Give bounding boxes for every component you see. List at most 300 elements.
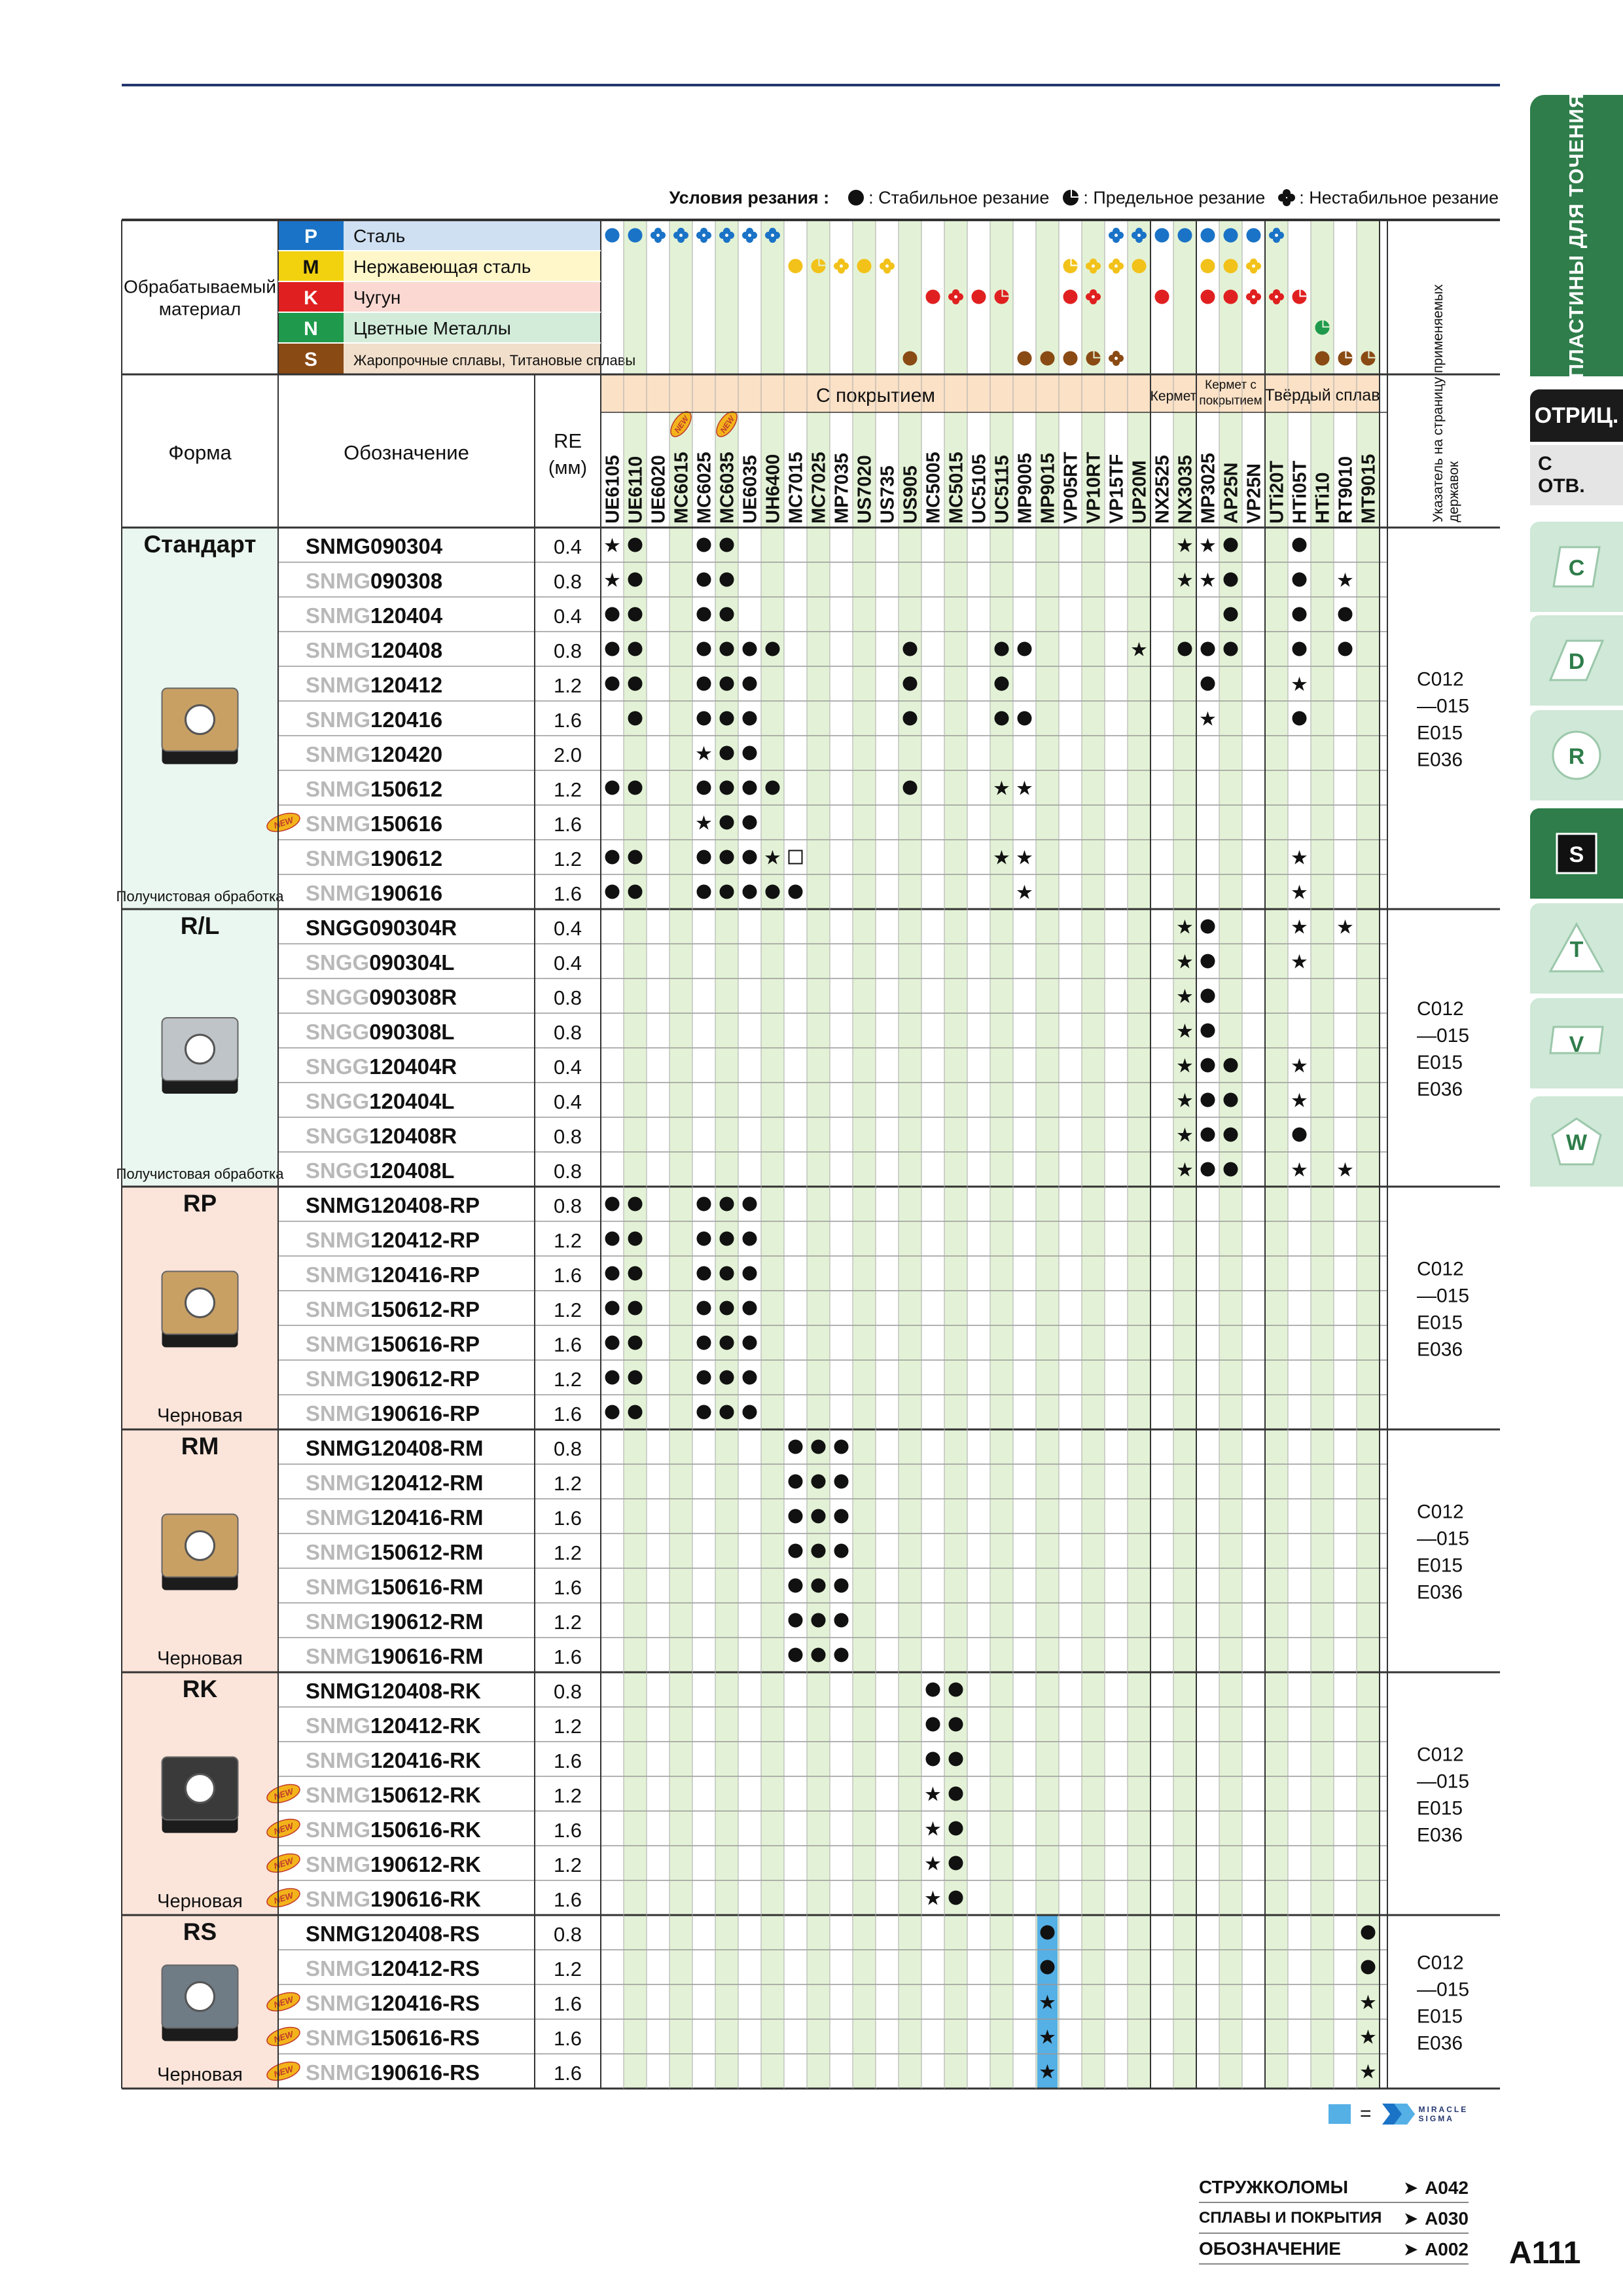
side-title: ПЛАСТИНЫ ДЛЯ ТОЧЕНИЯ: [1530, 95, 1623, 376]
recommended-grade-mark: [628, 1405, 643, 1420]
designation-prefix: SNMG: [306, 708, 370, 732]
recommended-grade-mark: [720, 1266, 734, 1281]
holder-ref: —015: [1417, 1025, 1470, 1047]
secondary-grade-mark: ★: [1199, 708, 1217, 731]
designation-code: 090308L: [369, 1020, 455, 1044]
recommended-grade-mark: [720, 642, 734, 656]
unstable-mark-center: [1115, 234, 1118, 237]
recommended-grade-mark: [605, 1301, 620, 1316]
recommended-grade-mark: [789, 885, 803, 899]
hollow-square-mark: [789, 851, 802, 864]
unstable-mark-center: [1115, 357, 1118, 360]
recommended-grade-mark: [605, 850, 620, 865]
limit-mark: [1063, 259, 1078, 274]
recommended-grade-mark: [697, 850, 711, 865]
section-subtitle: Черновая: [157, 1405, 243, 1426]
limit-mark: [1293, 290, 1307, 304]
designation-code: 120416-RK: [370, 1748, 481, 1772]
recommended-grade-mark: [834, 1475, 849, 1489]
recommended-grade-mark: [743, 816, 757, 830]
unstable-mark: [1246, 259, 1261, 274]
legend-title: Условия резания :: [669, 187, 830, 207]
designation-code: 190616-RK: [370, 1887, 481, 1911]
footer-link-ref: [1403, 2208, 1469, 2229]
limit-mark: [1361, 351, 1376, 366]
insert-image: [162, 1965, 238, 2041]
designation-code: 120408-RM: [370, 1436, 484, 1460]
recommended-grade-mark: [697, 642, 711, 656]
designation-SNMG120404: [306, 603, 443, 628]
coated-cermet-header-2: покрытием: [1199, 394, 1262, 408]
recommended-grade-mark: [812, 1579, 826, 1593]
designation-SNMG120416: [306, 708, 442, 732]
side-tab-v[interactable]: [1530, 998, 1623, 1088]
holder-ref: C012: [1417, 1258, 1464, 1280]
limit-mark: [1086, 351, 1101, 366]
recommended-grade-mark: [720, 538, 734, 552]
designation-SNGG120404R: [306, 1054, 457, 1079]
recommended-grade-mark: [743, 885, 757, 899]
re-value: 1.6: [553, 1507, 582, 1530]
recommended-grade-mark: [834, 1544, 849, 1558]
unstable-mark: [1109, 228, 1124, 243]
grade-NX3035: NX3035: [1175, 455, 1196, 524]
designation-SNMG120420: [306, 742, 442, 766]
re-value: 1.2: [553, 674, 582, 697]
section-name-RP: RP: [183, 1190, 217, 1217]
designation-SNGG120404L: [306, 1089, 454, 1113]
designation-prefix: SNMG: [306, 1193, 370, 1217]
section-subtitle: Черновая: [157, 1891, 243, 1912]
section-subtitle: Получистовая обработка: [116, 888, 284, 905]
footer-link-label: ОБОЗНАЧЕНИЕ: [1199, 2238, 1341, 2259]
recommended-grade-mark: [1201, 1024, 1215, 1038]
grade-US7020: US7020: [854, 455, 876, 524]
insert-shape-d-icon: [1547, 631, 1606, 690]
holder-ref: E036: [1417, 1581, 1463, 1604]
recommended-grade-mark: [628, 677, 643, 691]
designation-code: 150616: [370, 812, 443, 836]
unstable-mark-center: [885, 264, 889, 268]
side-tab-r[interactable]: [1530, 710, 1623, 800]
limit-mark: [1315, 321, 1330, 335]
designation-prefix: SNMG: [306, 1818, 370, 1842]
recommended-grade-mark: [605, 1336, 620, 1350]
secondary-grade-mark: ★: [1199, 534, 1217, 558]
designation-prefix: SNMG: [306, 1297, 370, 1321]
recommended-grade-mark: [766, 885, 780, 899]
stable-mark: [1063, 351, 1078, 366]
designation-prefix: SNGG: [306, 1020, 370, 1044]
recommended-grade-mark: [697, 1197, 711, 1211]
re-value: 1.6: [553, 1333, 582, 1356]
designation-SNGG090304R: [306, 916, 457, 940]
recommended-grade-mark: [1201, 677, 1215, 691]
grade-MP3025: MP3025: [1198, 452, 1219, 524]
designation-SNMG190612: [306, 846, 442, 870]
secondary-grade-mark: ★: [695, 812, 713, 835]
secondary-grade-mark: ★: [1039, 1991, 1056, 2015]
recommended-grade-mark: [812, 1475, 826, 1489]
stable-mark: [628, 228, 643, 243]
recommended-grade-mark: [605, 677, 620, 691]
re-value: 1.6: [553, 2027, 582, 2050]
designation-SNMG150616-RP: [306, 1332, 480, 1356]
stable-mark: [1247, 228, 1261, 243]
recommended-grade-mark: [789, 1613, 803, 1628]
side-tab-label: ОТРИЦ.: [1534, 403, 1619, 428]
designation-code: 120412-RP: [370, 1228, 480, 1252]
unstable-mark-center: [656, 234, 660, 237]
limit-mark-tip: [1301, 290, 1307, 296]
designation-SNMG090304: [306, 534, 443, 558]
recommended-grade-mark: [1201, 642, 1215, 656]
recommended-grade-mark: [995, 642, 1009, 656]
unstable-mark: [1109, 259, 1124, 274]
designation-SNMG150616: [306, 812, 442, 836]
secondary-grade-mark: ★: [924, 1783, 942, 1806]
designation-SNGG120408L: [306, 1158, 454, 1183]
unstable-mark-center: [1092, 295, 1095, 298]
recommended-grade-mark: [697, 781, 711, 795]
material-name-K: Чугун: [353, 287, 401, 308]
re-value: 0.8: [553, 1160, 582, 1183]
coated-header: С покрытием: [815, 385, 936, 406]
designation-code: 150612-RK: [370, 1783, 481, 1807]
limit-mark-tip: [1072, 259, 1078, 265]
section-subtitle: Черновая: [157, 1648, 243, 1669]
footer-ref-text: A030: [1425, 2208, 1469, 2229]
recommended-grade-mark: [1361, 1960, 1376, 1975]
holder-ref: E015: [1417, 1052, 1463, 1073]
recommended-grade-mark: [903, 642, 918, 656]
holder-ref: —015: [1417, 1770, 1470, 1793]
designation-code: 120408L: [369, 1158, 455, 1183]
designation-code: 120412: [370, 673, 443, 697]
recommended-grade-mark: [628, 711, 643, 726]
insert-shape-letter: W: [1565, 1130, 1588, 1155]
header-holder-1: Указатель на страницу применяемых: [1431, 284, 1446, 522]
side-tab-w[interactable]: [1530, 1096, 1623, 1187]
designation-prefix: SNGG: [306, 950, 370, 975]
recommended-grade-mark: [1293, 642, 1307, 656]
secondary-grade-mark: ★: [1291, 673, 1308, 696]
recommended-grade-mark: [605, 885, 620, 899]
recommended-grade-mark: [628, 642, 643, 656]
grade-VP05RT: VP05RT: [1060, 452, 1082, 524]
footer-ref-text: A002: [1425, 2238, 1469, 2259]
designation-prefix: SNMG: [306, 1540, 370, 1564]
re-value: 1.6: [553, 882, 582, 905]
secondary-grade-mark: ★: [1176, 1020, 1194, 1043]
recommended-grade-mark: [697, 1266, 711, 1281]
recommended-grade-mark: [949, 1717, 963, 1732]
grade-US905: US905: [900, 465, 921, 524]
recommended-grade-mark: [697, 538, 711, 552]
grade-HTi10: HTi10: [1312, 472, 1334, 524]
designation-SNMG120412: [306, 673, 442, 697]
section-subtitle: Получистовая обработка: [116, 1166, 284, 1182]
new-badge-text: NEW: [272, 2029, 294, 2045]
designation-SNMG120412-RM: [306, 1471, 483, 1495]
designation-prefix: SNMG: [306, 1783, 370, 1807]
side-tab-t[interactable]: [1530, 903, 1623, 994]
re-value: 0.8: [553, 570, 582, 593]
recommended-grade-mark: [743, 1371, 757, 1385]
holder-ref: E015: [1417, 722, 1463, 744]
header-shape: Форма: [168, 441, 232, 464]
designation-prefix: SNGG: [306, 916, 370, 940]
designation-SNMG150616-RS: [306, 2026, 480, 2050]
section-name-RS: RS: [183, 1918, 217, 1945]
re-value: 0.8: [553, 639, 582, 662]
footer-link[interactable]: [1199, 2234, 1469, 2265]
material-name-N: Цветные Металлы: [353, 318, 511, 338]
recommended-grade-mark: [743, 1266, 757, 1281]
designation-code: 120416: [370, 708, 443, 732]
secondary-grade-mark: ★: [1016, 846, 1033, 870]
footer-link[interactable]: [1199, 2173, 1469, 2203]
designation-prefix: SNMG: [306, 603, 370, 628]
recommended-grade-mark: [720, 573, 734, 587]
holder-ref: E015: [1417, 2005, 1463, 2028]
holder-ref: E036: [1417, 1079, 1463, 1100]
recommended-grade-mark: [1224, 1058, 1238, 1073]
grade-MT9015: MT9015: [1358, 454, 1380, 524]
recommended-grade-mark: [720, 711, 734, 726]
new-badge-text: NEW: [718, 414, 737, 435]
secondary-grade-mark: ★: [1291, 1054, 1308, 1078]
section-name-R/L: R/L: [180, 912, 220, 939]
grade-MC5005: MC5005: [923, 452, 944, 524]
grade-UH6400: UH6400: [762, 454, 784, 524]
insert-hole: [186, 1774, 215, 1803]
designation-code: 190616: [370, 881, 443, 905]
secondary-grade-mark: ★: [1359, 1991, 1377, 2015]
designation-code: 150616-RM: [370, 1575, 484, 1599]
re-value: 1.6: [553, 1992, 582, 2015]
insert-shape-v-icon: [1547, 1014, 1606, 1073]
holder-ref: —015: [1417, 1285, 1470, 1307]
recommended-grade-mark: [789, 1544, 803, 1558]
insert-hole: [186, 1982, 215, 2011]
unstable-mark-center: [954, 295, 957, 298]
grade-UE6035: UE6035: [740, 455, 761, 524]
unstable-mark-center: [725, 234, 728, 237]
secondary-grade-mark: ★: [1176, 985, 1194, 1009]
designation-prefix: SNMG: [306, 638, 370, 662]
holder-ref: E036: [1417, 1338, 1463, 1361]
recommended-grade-mark: [1224, 642, 1238, 656]
designation-code: 190612: [370, 846, 443, 870]
recommended-grade-mark: [812, 1544, 826, 1558]
secondary-grade-mark: ★: [1176, 1089, 1194, 1113]
stable-mark: [1201, 228, 1215, 243]
recommended-grade-mark: [697, 1301, 711, 1316]
recommended-grade-mark: [605, 1197, 620, 1211]
insert-hole: [186, 1035, 215, 1064]
unstable-mark: [834, 259, 849, 274]
recommended-grade-mark: [995, 677, 1009, 691]
recommended-grade-mark: [812, 1440, 826, 1454]
recommended-grade-mark: [697, 885, 711, 899]
material-name-M: Нержавеющая сталь: [353, 257, 531, 277]
grade-AP25N: AP25N: [1221, 462, 1242, 524]
recommended-grade-mark: [743, 1301, 757, 1316]
recommended-grade-mark: [697, 1232, 711, 1246]
material-code-P: P: [304, 226, 318, 247]
recommended-grade-mark: [1201, 1162, 1215, 1177]
new-badge-text: NEW: [272, 1890, 294, 1906]
secondary-grade-mark: ★: [1336, 1158, 1354, 1182]
recommended-grade-mark: [812, 1613, 826, 1628]
re-value: 1.6: [553, 1749, 582, 1772]
designation-code: 190616-RM: [370, 1644, 484, 1668]
recommended-grade-mark: [697, 1405, 711, 1420]
designation-prefix: SNMG: [306, 1887, 370, 1911]
side-tab-label: С ОТВ.: [1538, 453, 1585, 497]
designation-prefix: SNGG: [306, 1089, 370, 1113]
unstable-mark: [651, 228, 666, 243]
recommended-grade-mark: [697, 607, 711, 622]
recommended-grade-mark: [628, 1266, 643, 1281]
designation-code: 120404: [370, 603, 443, 628]
arrow-icon: ➤: [1402, 2207, 1425, 2229]
material-code-S: S: [304, 349, 318, 370]
footer-link[interactable]: [1199, 2204, 1469, 2234]
miracle-logo: MIRACLE SIGMA: [1381, 2101, 1486, 2127]
designation-code: 120412-RM: [370, 1471, 484, 1495]
designation-code: 190612-RP: [370, 1367, 480, 1391]
limit-mark: [995, 290, 1009, 304]
recommended-grade-mark: [1041, 1960, 1055, 1975]
designation-SNMG190616-RP: [306, 1401, 480, 1426]
miracle-swatch: [1329, 2104, 1351, 2124]
recommended-grade-mark: [949, 1891, 963, 1905]
recommended-grade-mark: [949, 1683, 963, 1697]
stable-mark: [1063, 290, 1078, 304]
recommended-grade-mark: [1338, 642, 1353, 656]
designation-SNMG120408-RS: [306, 1922, 480, 1946]
designation-code: 090304: [370, 534, 443, 558]
stable-mark: [1224, 228, 1238, 243]
side-tab-d[interactable]: [1530, 615, 1623, 706]
designation-code: 150612-RP: [370, 1297, 480, 1321]
secondary-grade-mark: ★: [1291, 950, 1308, 974]
designation-code: 150616-RK: [370, 1818, 481, 1842]
stable-mark: [926, 290, 940, 304]
recommended-grade-mark: [812, 1648, 826, 1662]
designation-prefix: SNMG: [306, 673, 370, 697]
recommended-grade-mark: [926, 1683, 940, 1697]
designation-SNMG120412-RK: [306, 1713, 481, 1738]
designation-prefix: SNMG: [306, 1991, 370, 2015]
legend-stable: : Стабильное резание: [847, 188, 1049, 208]
recommended-grade-mark: [697, 1336, 711, 1350]
secondary-grade-mark: ★: [1336, 569, 1354, 592]
designation-code: 150612: [370, 777, 443, 801]
side-tab-s[interactable]: [1530, 808, 1623, 899]
designation-code: 150616-RP: [370, 1332, 480, 1356]
recommended-grade-mark: [1018, 711, 1032, 726]
secondary-grade-mark: ★: [993, 846, 1010, 870]
grade-MP7035: MP7035: [831, 452, 853, 524]
designation-SNGG090304L: [306, 950, 454, 975]
designation-prefix: SNMG: [306, 569, 370, 593]
designation-SNMG120416-RK: [306, 1748, 481, 1772]
designation-SNMG120416-RM: [306, 1505, 483, 1530]
recommended-grade-mark: [834, 1440, 849, 1454]
secondary-grade-mark: ★: [1176, 534, 1194, 558]
secondary-grade-mark: ★: [1291, 1089, 1308, 1113]
recommended-grade-mark: [743, 677, 757, 691]
grade-MP9005: MP9005: [1014, 452, 1036, 524]
designation-SNMG150616-RK: [306, 1818, 481, 1842]
recommended-grade-mark: [1201, 1128, 1215, 1142]
re-value: 0.4: [553, 1090, 582, 1113]
coated-cermet-header-1: Кермет с: [1205, 378, 1257, 392]
re-value: 0.4: [553, 605, 582, 628]
designation-SNMG150612: [306, 777, 442, 801]
grade-VP25N: VP25N: [1243, 463, 1265, 524]
unstable-mark-center: [1252, 264, 1255, 268]
side-tab-c[interactable]: [1530, 522, 1623, 612]
recommended-grade-mark: [605, 1266, 620, 1281]
insert-shape-t-icon: [1547, 919, 1606, 978]
re-value: 0.8: [553, 1194, 582, 1217]
designation-prefix: SNMG: [306, 1332, 370, 1356]
re-value: 1.2: [553, 1854, 582, 1876]
recommended-grade-mark: [697, 573, 711, 587]
unstable-mark-center: [748, 234, 751, 237]
recommended-grade-mark: [834, 1648, 849, 1662]
holder-ref: E015: [1417, 1554, 1463, 1577]
recommended-grade-mark: [1224, 1162, 1238, 1177]
recommended-grade-mark: [605, 781, 620, 795]
designation-code: 120404L: [369, 1089, 455, 1113]
header-re: RE: [553, 429, 582, 452]
side-tab-сотв[interactable]: [1530, 445, 1623, 505]
secondary-grade-mark: ★: [695, 742, 713, 766]
secondary-grade-mark: ★: [1130, 638, 1148, 662]
insert-shape-letter: T: [1569, 937, 1584, 962]
designation-prefix: SNMG: [306, 1852, 370, 1876]
designation-prefix: SNGG: [306, 1054, 370, 1079]
designation-prefix: SNMG: [306, 742, 370, 766]
secondary-grade-mark: ★: [1176, 950, 1194, 974]
recommended-grade-mark: [1201, 989, 1215, 1003]
grade-MC6025: MC6025: [694, 452, 715, 524]
designation-code: 190616-RP: [370, 1401, 480, 1426]
holder-ref: E015: [1417, 1797, 1463, 1820]
designation-SNMG150616-RM: [306, 1575, 483, 1599]
designation-prefix: SNMG: [306, 2060, 370, 2085]
recommended-grade-mark: [628, 885, 643, 899]
stable-mark: [903, 351, 918, 366]
recommended-grade-mark: [605, 1371, 620, 1385]
grade-MC6035: MC6035: [717, 452, 738, 524]
grade-UC5105: UC5105: [969, 454, 990, 524]
recommended-grade-mark: [743, 1336, 757, 1350]
new-badge-text: NEW: [272, 1786, 294, 1802]
holder-ref: C012: [1417, 1952, 1464, 1974]
legend-unstable: : Нестабильное резание: [1278, 188, 1499, 208]
side-tab-отриц[interactable]: [1530, 389, 1623, 442]
designation-SNMG120408-RP: [306, 1193, 480, 1217]
holder-ref: C012: [1417, 998, 1464, 1020]
recommended-grade-mark: [1201, 1058, 1215, 1073]
designation-SNGG120408R: [306, 1124, 457, 1148]
